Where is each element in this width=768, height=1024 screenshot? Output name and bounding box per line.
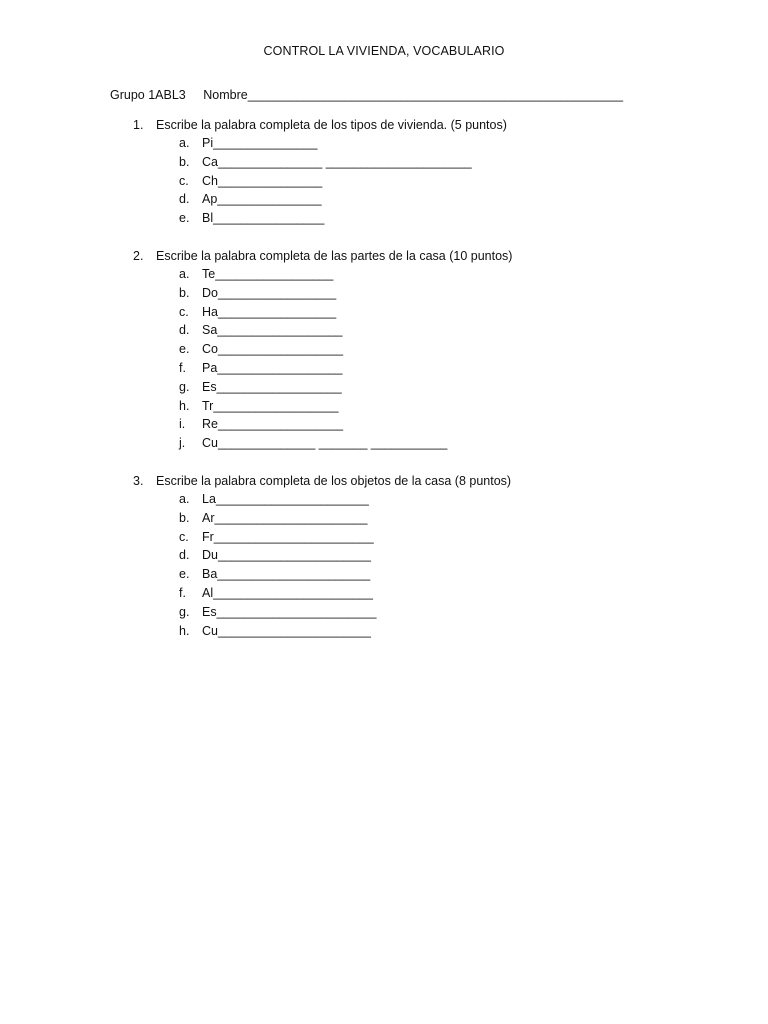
item-blank: Re__________________: [202, 417, 344, 432]
item-letter: h.: [179, 623, 190, 638]
item-blank: Es_______________________: [202, 604, 377, 619]
question-prompt: Escribe la palabra completa de los objetos de la casa (8 puntos): [156, 474, 512, 488]
question-1: [133, 116, 507, 228]
item-letter: c.: [179, 173, 189, 188]
item-blank: Ch_______________: [202, 173, 323, 188]
answer-item: [179, 359, 512, 378]
item-blank: Du______________________: [202, 548, 371, 563]
item-letter: g.: [179, 379, 190, 394]
item-letter: d.: [179, 323, 190, 338]
answer-item: [179, 303, 512, 322]
item-letter: c.: [179, 304, 189, 319]
item-letter: b.: [179, 510, 190, 525]
answer-item: [179, 172, 507, 191]
answer-item: [179, 265, 512, 284]
answer-item: [179, 209, 507, 228]
item-blank: Ba______________________: [202, 567, 371, 582]
answer-item: [179, 153, 507, 172]
question-number: 3.: [133, 474, 144, 488]
item-letter: f.: [179, 585, 186, 600]
item-letter: i.: [179, 417, 186, 432]
answer-item: [179, 397, 512, 416]
item-blank: Ha_________________: [202, 304, 337, 319]
item-letter: a.: [179, 267, 190, 281]
answer-item: [179, 340, 512, 359]
item-blank: Cu______________________: [202, 623, 371, 638]
item-letter: b.: [179, 285, 190, 300]
item-blank: Do_________________: [202, 285, 337, 300]
answer-item: [179, 584, 511, 603]
answer-list: [133, 490, 511, 640]
question-prompt: Escribe la palabra completa de los tipos de vivienda. (5 puntos): [156, 118, 507, 132]
question-2: [133, 247, 512, 453]
item-blank: La______________________: [202, 492, 369, 506]
item-letter: d.: [179, 192, 190, 207]
question-heading: [133, 472, 511, 490]
student-header: [110, 88, 623, 102]
question-number: 1.: [133, 118, 144, 132]
item-letter: h.: [179, 398, 190, 413]
item-letter: d.: [179, 548, 190, 563]
item-letter: c.: [179, 529, 189, 544]
item-blank: Es__________________: [202, 379, 342, 394]
answer-item: [179, 284, 512, 303]
item-blank: Ap_______________: [202, 192, 322, 207]
item-blank: Ar______________________: [202, 510, 368, 525]
item-blank: Bl________________: [202, 211, 325, 226]
item-letter: a.: [179, 136, 190, 150]
question-number: 2.: [133, 249, 144, 263]
question-prompt: Escribe la palabra completa de las partes de la casa (10 puntos): [156, 249, 513, 263]
answer-item: [179, 321, 512, 340]
item-letter: j.: [179, 436, 186, 451]
item-blank: Sa__________________: [202, 323, 343, 338]
item-blank: Fr_______________________: [202, 529, 374, 544]
answer-item: [179, 378, 512, 397]
answer-item: [179, 134, 507, 153]
document-title: CONTROL LA VIVIENDA, VOCABULARIO: [263, 44, 505, 58]
item-letter: e.: [179, 567, 190, 582]
answer-item: [179, 565, 511, 584]
question-heading: [133, 116, 507, 134]
item-blank: Ca_______________ _____________________: [202, 154, 472, 169]
answer-item: [179, 509, 511, 528]
group-label: Grupo 1ABL3: [110, 88, 186, 102]
question-3: [133, 472, 511, 640]
item-blank: Al_______________________: [202, 585, 374, 600]
item-letter: e.: [179, 211, 190, 226]
item-blank: Pi_______________: [202, 136, 318, 150]
item-letter: a.: [179, 492, 190, 506]
answer-item: [179, 190, 507, 209]
answer-item: [179, 490, 511, 509]
item-blank: Pa__________________: [202, 360, 343, 375]
item-blank: Co__________________: [202, 342, 344, 357]
item-letter: f.: [179, 360, 186, 375]
item-letter: e.: [179, 342, 190, 357]
answer-item: [179, 415, 512, 434]
item-blank: Cu______________ _______ ___________: [202, 436, 448, 451]
answer-item: [179, 603, 511, 622]
item-blank: Te_________________: [202, 267, 334, 281]
answer-item: [179, 528, 511, 547]
answer-item: [179, 434, 512, 453]
answer-list: [133, 265, 512, 453]
item-blank: Tr__________________: [202, 398, 339, 413]
item-letter: b.: [179, 154, 190, 169]
answer-item: [179, 622, 511, 641]
answer-item: [179, 546, 511, 565]
answer-list: [133, 134, 507, 228]
question-heading: [133, 247, 512, 265]
name-field: Nombre______________________________________________________: [203, 88, 624, 102]
item-letter: g.: [179, 604, 190, 619]
